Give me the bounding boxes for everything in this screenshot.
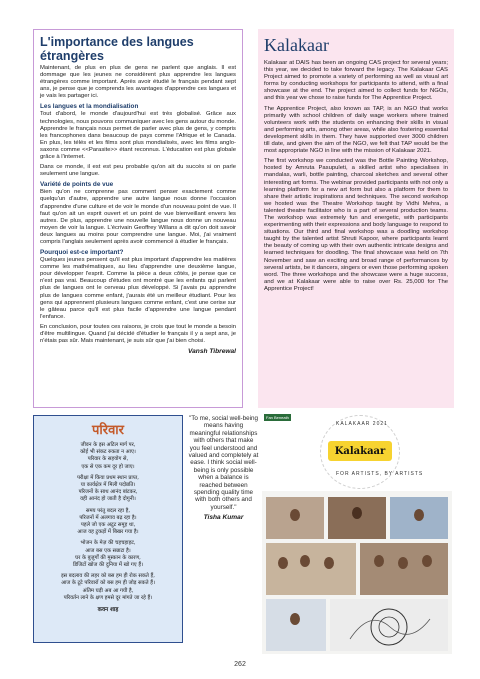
kalakaar-paragraph-2: The Apprentice Project, also known as TAP, is an NGO that works primarily with school children of daily wage workers where trained volunteers work with the students on enhancing their skills in visual and performing arts, among other areas, while also fostering essential development skills in them. They have supported over 3000 children till date, and given the aim of the NGO, we felt that TAP would be the most appropriate NGO in line with the mission of Kalakaar 2021. — [264, 105, 448, 155]
kalakaar-paragraph-3: The first workshop we conducted was the Bottle Painting Workshop, hosted by Amruta Pasupuleti, a skilled artist who specialises in mandalas, warli, bottle painting, charcoal sketches and several other interesting art forms. The webinar provided participants with not only a learning platform for a new art form but also a platform for them to share their artistic inspirations and techniques. The second workshop we hosted was the Theatre Workshop taught by Vidhi Mehra, a talented theatre facilitator who is a part of several production teams. The workshop was extremely fun and energetic, with participants experimenting with their expressions and body language to respond to situations. Our third and final workshop was a doodling workshop taught by the talented artist Shruti Kapoor, where participants learnt the beauty of coming up with their own authentic intricate designs and learned techniques for doodling. The final showcase was held on 7th November and saw an exciting and broad range of performances by several artists, be it dancers, singers or even those performing spoken word. The three workshops and the showcase were a huge success, and we at Kalakaar were able to raise over Rs. 25,000 for The Apprentice Project! — [264, 158, 448, 292]
photo-collage — [262, 413, 452, 654]
poem-line: वही आनंद हो जाती है दोगुनी। — [80, 496, 136, 503]
page-number: 262 — [234, 661, 246, 668]
poem-line: जीवन के इस अटिल मार्ग पर, — [80, 442, 136, 448]
poem-line: आज के टूटे परिवारों को बस हम ही जोड़ सकते हैं। — [61, 580, 155, 587]
poem-line: भोजन के मेज़ की चहचहाहट, — [80, 540, 136, 547]
poem-line: समय परंतु बदल रहा है, — [85, 507, 131, 514]
poem-line: घर के बुजुर्गों की मुस्कान के कारण, — [75, 554, 141, 561]
poem-lines — [38, 442, 178, 602]
french-article — [33, 29, 243, 408]
banner-tag: Fan Beneath — [266, 415, 289, 420]
poem-line: कोई भी संकट रुकता न आए। — [80, 449, 136, 456]
french-paragraph-2: Tout d'abord, le monde d'aujourd'hui est très globalisé. Grâce aux technologies, nous pouvons communiquer avec les gens autour du monde. Apprendre le français nous permet de parler avec plus de gens, y compris les francophones dans beaucoup de pays comme l'Afrique et le Canada. En plus, les télés et les films sont plus mondialisés, avec les films anglo-saxons comme <<Parasite>> étant reconnus. L'éducation est plus globale grâce à l'internet. — [40, 111, 236, 161]
poem-line: परीक्षा में किया प्रथम स्थान प्राप्त, — [77, 474, 139, 481]
poem-line: आज बस एक सन्नाटा है। — [85, 547, 131, 554]
french-heading-3: Pourquoi est-ce important? — [40, 249, 124, 257]
kalakaar-title: Kalakaar — [264, 35, 329, 55]
french-paragraph-6: En conclusion, pour toutes ces raisons, je crois que tout le monde a besoin d'être multilingue. Quand j'ai décidé d'étudier le français il y a sept ans, je n'étais pas sûr. Mais maintenant, je suis sûr que j'ai bien choisi. — [40, 323, 236, 345]
kalakaar-article — [258, 29, 454, 408]
quote-author: Tisha Kumar — [203, 514, 244, 522]
photo-participant-2 — [328, 497, 386, 539]
poem-line: डिजिटों खोज की दुनिया में खो गए हैं। — [72, 562, 144, 569]
photo-participant-1 — [266, 497, 324, 539]
poem-line: एक से एक कम दूर हो जाए। — [81, 463, 135, 470]
photo-participant-4 — [266, 599, 326, 651]
poem-title: परिवार — [92, 423, 124, 438]
poem-line: परिवर्तन लाने के क्षण हमसे दूर मांगते जा रहे हैं। — [63, 594, 153, 601]
poem-line: पहले जो एक अटूट समूह था, — [80, 522, 136, 529]
quote-box — [188, 415, 259, 575]
poem-line: परिजनों के साथ आनंद बांटकर, — [78, 489, 138, 496]
poem-line: परिवार के सहयोग से, — [87, 456, 129, 463]
french-paragraph-3: Dans ce monde, il est est peu probable qu'on ait du succès si on parle seulement une langue. — [40, 164, 236, 178]
logo-arc-bottom-text: FOR ARTISTS, BY ARTISTS — [336, 471, 424, 477]
photo-doodle-artwork — [330, 599, 448, 651]
french-paragraph-4: Bien qu'on ne comprenne pas comment penser exactement comme quelqu'un d'autre, apprendre une autre langue nous donne l'occasion d'apprendre d'une culture et de voir le monde d'un nouveau point de vue. Il faut qu'on ait un esprit ouvert et un point de vue bienveillant envers les autres. De plus, apprendre une nouvelle langue nous donne un nouveau moyen de voir la langue. L'écrivain Geoffrey Willans a dit qu'on doit savoir deux langues au moins pour comprendre une langue. Moi, j'ai vraiment compris l'anglais seulement après avoir commencé à étudier le français. — [40, 189, 236, 245]
photo-group-1 — [266, 543, 356, 595]
poem-box — [33, 415, 183, 643]
photo-participant-3 — [390, 497, 448, 539]
french-article-title: L'importance des langues étrangères — [40, 35, 194, 63]
kalakaar-banner — [262, 413, 452, 491]
poem-line: या कार्यक्षेत्र में मिली पदोन्नति। — [80, 482, 136, 489]
photo-group-2 — [360, 543, 448, 595]
poem-line: अंतिम घड़ी अब आ गयी है, — [82, 587, 134, 594]
logo-arc-top-text: KALAKAAR 2021 — [336, 421, 388, 427]
french-article-author: Vansh Tibrewal — [187, 348, 236, 356]
poem-line: आज वह टुकड़ों में बिखर गया है। — [77, 529, 139, 536]
french-paragraph-1: Maintenant, de plus en plus de gens ne parlent que anglais. Il est dommage que les jeunes ne considèrent plus apprendre les langues étrangères comme important. Après avoir étudié le français pendant sept ans, je pense que je comprends les avantages d'apprendre ces langues et je vais les partager ici. — [40, 65, 236, 100]
quote-text: "To me, social well-being means having meaningful relationships with others that make you feel understood and valued and completely at ease. I think social well-being is only possible when a balance is reached between spending quality time with both others and yourself." — [188, 415, 259, 511]
french-heading-1: Les langues et la mondialisation — [40, 103, 139, 111]
french-paragraph-5: Quelques jeunes pensent qu'il est plus important d'apprendre les matières comme les mathématiques, au lieu d'apprendre une deuxième langue, pour développer l'esprit. Comme la pièce a deux côtés, je pense que ce n'est pas vrai. Beaucoup d'études ont montré que les enfants qui parlent plus de langues ont le cerveau plus développé. Si j'avais pu apprendre plus de langues comme enfant, j'aurais été un meilleur étudiant. Pour les gens qui apprennent plusieurs langues comme enfant, c'est une cerise sur le gâteau parce qu'il est plus facile d'apprendre une langue pendant l'enfance. — [40, 257, 236, 320]
doodle-icon — [330, 599, 448, 651]
poem-author: कवन शाह — [97, 607, 119, 614]
kalakaar-logo: Kalakaar — [328, 441, 392, 461]
french-heading-2: Variété de points de vue — [40, 181, 114, 189]
kalakaar-paragraph-1: Kalakaar at DAIS has been an ongoing CAS project for several years; this year, we decided to take forward the legacy. The Kalakaar CAS Project aimed to promote a variety of performing as well as visual art forms by conducting workshops for participants to attend, with a final showcase at the end. The project aimed to collect funds for NGOs, and this year we chose to raise funds for The Apprentice Project. — [264, 60, 448, 102]
poem-line: इस बदलाव की लहर को बस हम ही रोक सकते हैं, — [61, 573, 155, 580]
poem-line: परिजनों में अलगाव बढ़ रहा है। — [79, 514, 137, 521]
